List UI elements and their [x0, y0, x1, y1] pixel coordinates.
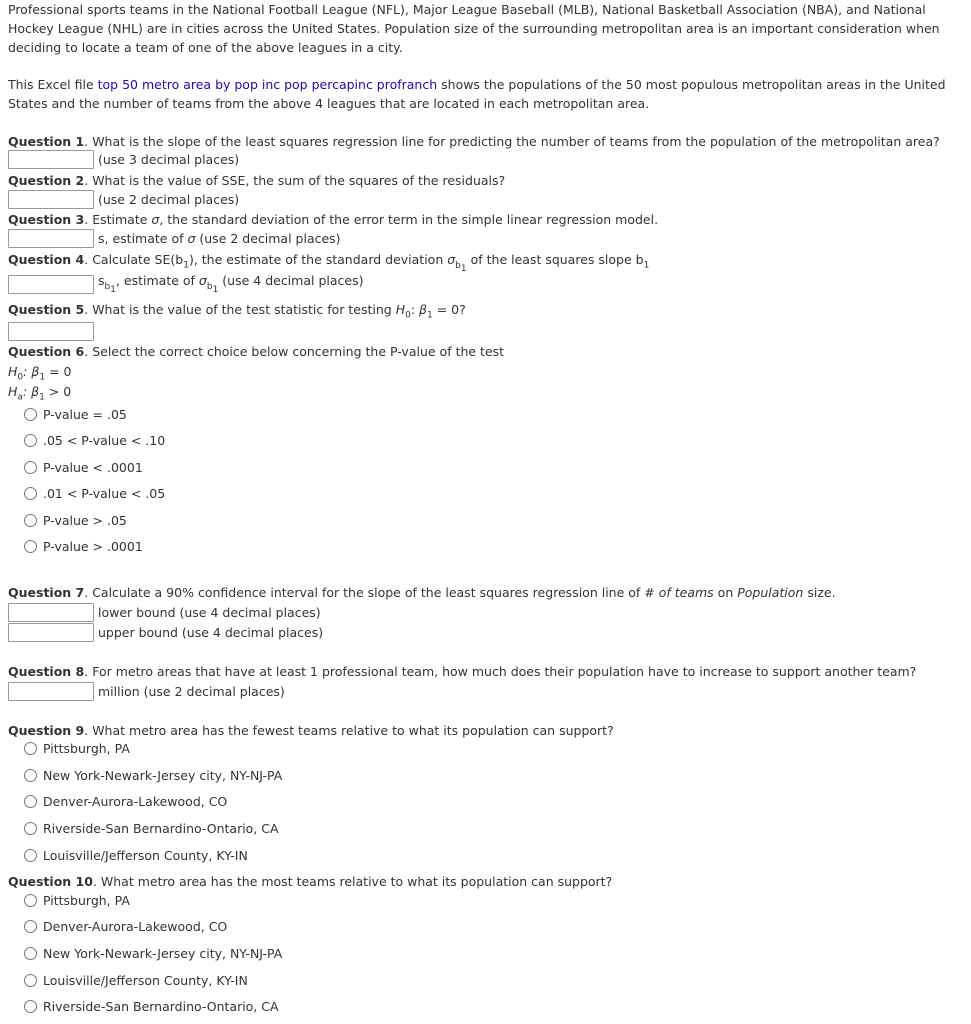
question-10-prompt: . What metro area has the most teams relative to what its population can support? [92, 874, 613, 889]
q10-option-label: Pittsburgh, PA [43, 892, 130, 908]
sigma-symbol: σ [447, 252, 456, 267]
question-7-lower-hint: lower bound (use 4 decimal places) [98, 604, 321, 620]
question-7-prompt-a: . Calculate a 90% confidence interval for the slope of the least squares regression line of [84, 585, 645, 600]
question-8-label: Question 8 [8, 664, 85, 679]
beta-symbol: β [419, 302, 428, 317]
question-5-label: Question 5 [8, 302, 85, 317]
question-8-prompt: . For metro areas that have at least 1 professional team, how much does their population have to increase to support another team? [84, 664, 917, 679]
question-3-hint-b: (use 2 decimal places) [195, 230, 341, 246]
sigma-symbol: σ [198, 273, 207, 289]
question-7-italic-teams: # of teams [644, 585, 714, 600]
question-2-label: Question 2 [8, 173, 85, 188]
question-7-italic-population: Population [737, 585, 804, 600]
q6-option-label: P-value > .0001 [43, 538, 143, 554]
excel-text-before: This Excel file [8, 77, 98, 92]
h0-symbol: H [8, 364, 18, 379]
q9-option[interactable] [24, 846, 248, 864]
question-7-lower-row [8, 602, 321, 622]
question-5-prompt-c: = 0? [432, 302, 466, 317]
subscript-0: 0 [17, 372, 24, 383]
question-3-prompt-b: , the standard deviation of the error term in the simple linear regression model. [159, 212, 659, 227]
intro-paragraph: Professional sports teams in the National Football League (NFL), Major League Baseball (MLB), National Basketball Association (NBA), and National Hockey League (NHL) are in cities across the United States. Population size of the surrounding metropolitan area is an important consideration when deciding to locate a team of one of the above leagues in a city. [8, 2, 940, 55]
question-5-answer-row [8, 321, 98, 341]
question-3-prompt-a: . Estimate [84, 212, 152, 227]
radio-button-icon[interactable] [24, 540, 37, 553]
subscript-1: 1 [39, 372, 46, 383]
q6-option[interactable] [24, 484, 165, 502]
question-4-answer-input[interactable] [8, 275, 94, 294]
q6-option-label: P-value > .05 [43, 512, 127, 528]
subscript-1: 1 [183, 260, 189, 271]
subscript-a: a [17, 392, 23, 403]
question-9-label: Question 9 [8, 723, 85, 738]
radio-button-icon[interactable] [24, 849, 37, 862]
question-5-text [8, 300, 963, 326]
question-6-text [8, 342, 963, 361]
radio-button-icon[interactable] [24, 487, 37, 500]
question-4-hint-b: (use 4 decimal places) [218, 273, 364, 289]
q9-option-label: Pittsburgh, PA [43, 740, 130, 756]
question-2-prompt: . What is the value of SSE, the sum of the squares of the residuals? [84, 173, 506, 188]
q6-option[interactable] [24, 511, 127, 529]
q10-option[interactable] [24, 917, 227, 935]
question-7-prompt-c: size. [803, 585, 836, 600]
question-2-text [8, 171, 963, 190]
radio-button-icon[interactable] [24, 408, 37, 421]
radio-button-icon[interactable] [24, 461, 37, 474]
question-4-hint-a: , estimate of [115, 273, 199, 289]
q6-option[interactable] [24, 431, 165, 449]
question-7-upper-hint: upper bound (use 4 decimal places) [98, 624, 324, 640]
q10-option[interactable] [24, 997, 279, 1015]
radio-button-icon[interactable] [24, 514, 37, 527]
sigma-symbol: σ [151, 212, 160, 227]
question-7-label: Question 7 [8, 585, 85, 600]
question-9-text [8, 721, 963, 740]
question-1-answer-row [8, 149, 239, 169]
question-10-label: Question 10 [8, 874, 93, 889]
question-7-text [8, 583, 963, 602]
subscript-b: b [104, 281, 111, 292]
question-4-answer-row [8, 274, 363, 294]
question-8-hint: million (use 2 decimal places) [98, 683, 285, 699]
radio-button-icon[interactable] [24, 795, 37, 808]
q6-option-label: .01 < P-value < .05 [43, 485, 166, 501]
q6-option-label: P-value < .0001 [43, 459, 143, 475]
question-2-answer-input[interactable] [8, 190, 94, 209]
question-5-colon: : [410, 302, 420, 317]
question-5-answer-input[interactable] [8, 322, 94, 341]
q10-option-label: Riverside-San Bernardino-Ontario, CA [43, 998, 279, 1014]
radio-button-icon[interactable] [24, 974, 37, 987]
subscript-b: b [455, 260, 461, 271]
question-7-lower-input[interactable] [8, 603, 94, 622]
question-1-prompt: . What is the slope of the least squares regression line for predicting the number of teams from the population of the metropolitan area? [84, 134, 940, 149]
q10-option-label: Denver-Aurora-Lakewood, CO [43, 918, 228, 934]
q10-option-label: Louisville/Jefferson County, KY-IN [43, 972, 248, 988]
question-4-hint [98, 273, 363, 294]
question-5-prompt-a: . What is the value of the test statistic for testing [84, 302, 396, 317]
subscript-b: b [206, 281, 213, 292]
h0-symbol: H [395, 302, 406, 317]
subscript-1: 1 [643, 260, 650, 271]
q10-option[interactable] [24, 971, 248, 989]
q9-option[interactable] [24, 739, 130, 757]
subscript-1: 1 [110, 284, 116, 295]
excel-file-link[interactable]: top 50 metro area by pop inc pop percapinc profranch [97, 77, 438, 92]
q9-option-label: Denver-Aurora-Lakewood, CO [43, 793, 228, 809]
q6-option[interactable] [24, 458, 143, 476]
excel-paragraph [8, 75, 963, 113]
q10-option[interactable] [24, 944, 282, 962]
q10-option-label: New York-Newark-Jersey city, NY-NJ-PA [43, 945, 283, 961]
alternative-hypothesis [8, 382, 963, 408]
question-2-answer-row [8, 189, 239, 209]
ha-symbol: H [8, 384, 18, 399]
question-4-prompt-c: of the least squares slope b [466, 252, 644, 267]
question-2-hint: (use 2 decimal places) [98, 191, 240, 207]
radio-button-icon[interactable] [24, 1000, 37, 1013]
question-7-upper-row [8, 622, 323, 642]
excel-text-after: shows the populations of the 50 most populous metropolitan areas in the United States and the number of teams from the above 4 leagues that are located in each metropolitan area. [8, 77, 946, 111]
q9-option-label: Riverside-San Bernardino-Ontario, CA [43, 820, 279, 836]
question-7-upper-input[interactable] [8, 623, 94, 642]
radio-button-icon[interactable] [24, 742, 37, 755]
radio-button-icon[interactable] [24, 947, 37, 960]
q9-option-label: New York-Newark-Jersey city, NY-NJ-PA [43, 767, 283, 783]
q6-option-label: P-value = .05 [43, 406, 127, 422]
question-1-answer-input[interactable] [8, 150, 94, 169]
question-4-prompt-a: . Calculate SE(b [84, 252, 184, 267]
question-8-answer-input[interactable] [8, 682, 94, 701]
sigma-symbol: σ [187, 230, 196, 246]
question-3-answer-row [8, 228, 341, 248]
question-1-label: Question 1 [8, 134, 85, 149]
q6-option[interactable] [24, 405, 127, 423]
null-hypothesis-beta: : β [23, 364, 40, 379]
subscript-1: 1 [212, 284, 219, 295]
radio-button-icon[interactable] [24, 920, 37, 933]
question-1-hint: (use 3 decimal places) [98, 151, 240, 167]
q9-option[interactable] [24, 819, 279, 837]
subscript-1: 1 [427, 310, 433, 321]
question-3-answer-input[interactable] [8, 229, 94, 248]
radio-button-icon[interactable] [24, 894, 37, 907]
subscript-0: 0 [405, 310, 411, 321]
question-10-text [8, 872, 963, 891]
question-4-prompt-b: ), the estimate of the standard deviation [188, 252, 448, 267]
q9-option[interactable] [24, 766, 282, 784]
subscript-1: 1 [39, 392, 45, 403]
question-7-prompt-b: on [713, 585, 738, 600]
question-3-label: Question 3 [8, 212, 85, 227]
question-8-answer-row [8, 681, 285, 701]
null-hypothesis-value: = 0 [45, 364, 72, 379]
radio-button-icon[interactable] [24, 769, 37, 782]
question-8-text [8, 662, 963, 681]
question-3-hint [98, 231, 341, 246]
question-9-prompt: . What metro area has the fewest teams relative to what its population can support? [84, 723, 614, 738]
question-4-label: Question 4 [8, 252, 85, 267]
q9-option[interactable] [24, 792, 227, 810]
question-3-hint-a: s, estimate of [98, 230, 188, 246]
s-symbol: s [98, 273, 105, 289]
q9-option-label: Louisville/Jefferson County, KY-IN [43, 847, 248, 863]
question-3-text [8, 210, 963, 229]
radio-button-icon[interactable] [24, 434, 37, 447]
question-6-prompt: . Select the correct choice below concerning the P-value of the test [84, 344, 505, 359]
alternative-hypothesis-value: > 0 [44, 384, 72, 399]
q6-option[interactable] [24, 537, 143, 555]
q10-option[interactable] [24, 891, 130, 909]
alternative-hypothesis-beta: : β [22, 384, 40, 399]
question-6-label: Question 6 [8, 344, 85, 359]
subscript-1: 1 [460, 263, 467, 274]
q6-option-label: .05 < P-value < .10 [43, 432, 166, 448]
radio-button-icon[interactable] [24, 822, 37, 835]
